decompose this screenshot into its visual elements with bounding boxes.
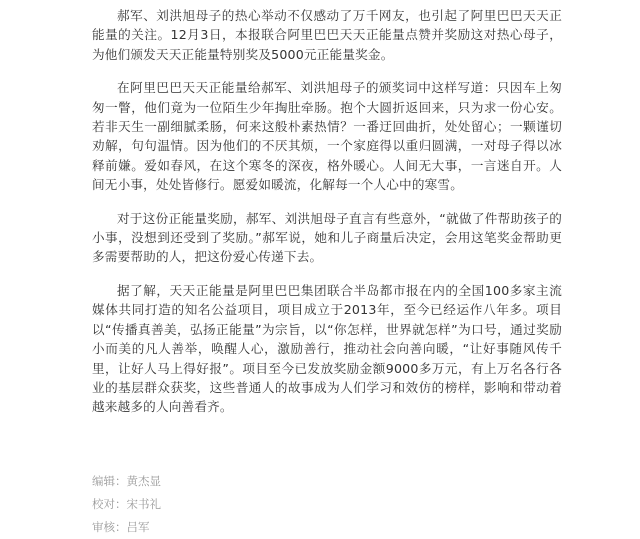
- article-body: [92, 6, 562, 417]
- credit-proofreader-label: 校对：: [92, 497, 127, 511]
- credit-editor: [92, 470, 392, 493]
- credit-proofreader-name: 宋书礼: [126, 497, 161, 511]
- credit-reviewer-label: 审核：: [92, 520, 127, 534]
- article-credits: [92, 470, 392, 539]
- credit-proofreader: [92, 493, 392, 516]
- credit-reviewer-name: 吕军: [126, 520, 150, 534]
- article-paragraph-4: 据了解，天天正能量是阿里巴巴集团联合半岛都市报在内的全国100多家主流媒体共同打造的知名公益项目，项目成立于2013年，至今已经运作八年多。项目以“传播真善美，弘扬正能量”为宗旨，以“你怎样，世界就怎样”为口号，通过奖励小而美的凡人善举，唤醒人心，激励善行，推动社会向善向暖，“让好事随风传千里，让好人马上得好报”。项目至今已发放奖励金额9000多万元，有上万名各行各业的基层群众获奖，这些普通人的故事成为人们学习和效仿的榜样，影响和带动着越来越多的人向善看齐。: [92, 282, 562, 415]
- credit-editor-label: 编辑：: [92, 474, 127, 488]
- article-paragraph-3: 对于这份正能量奖励，郝军、刘洪旭母子直言有些意外，“就做了件帮助孩子的小事，没想到还受到了奖励。”郝军说，她和儿子商量后决定，会用这笔奖金帮助更多需要帮助的人，把这份爱心传递下去。: [92, 210, 562, 265]
- credit-reviewer: [92, 516, 392, 539]
- article-paragraph-1: 郝军、刘洪旭母子的热心举动不仅感动了万千网友，也引起了阿里巴巴天天正能量的关注。12月3日，本报联合阿里巴巴天天正能量点赞并奖励这对热心母子，为他们颁发天天正能量特别奖及5000元正能量奖金。: [92, 8, 562, 62]
- credit-editor-name: 黄杰显: [126, 474, 161, 488]
- article-paragraph-2: 在阿里巴巴天天正能量给郝军、刘洪旭母子的颁奖词中这样写道：只因车上匆匆一瞥，他们竟为一位陌生少年掏肚牵肠。抱个大圆折返回来，只为求一份心安。若非天生一副细腻柔肠，何来这般朴素热情？一番迂回曲折，处处留心；一颗谨切劝解，句句温情。因为他们的不厌其烦，一个家庭得以重归圆满，一对母子得以冰释前嫌。爱如春风，在这个寒冬的深夜，格外暖心。人间无大事，一言迷自开。人间无小事，处处皆修行。愿爱如暖流，化解每一个人心中的寒雪。: [92, 80, 562, 193]
